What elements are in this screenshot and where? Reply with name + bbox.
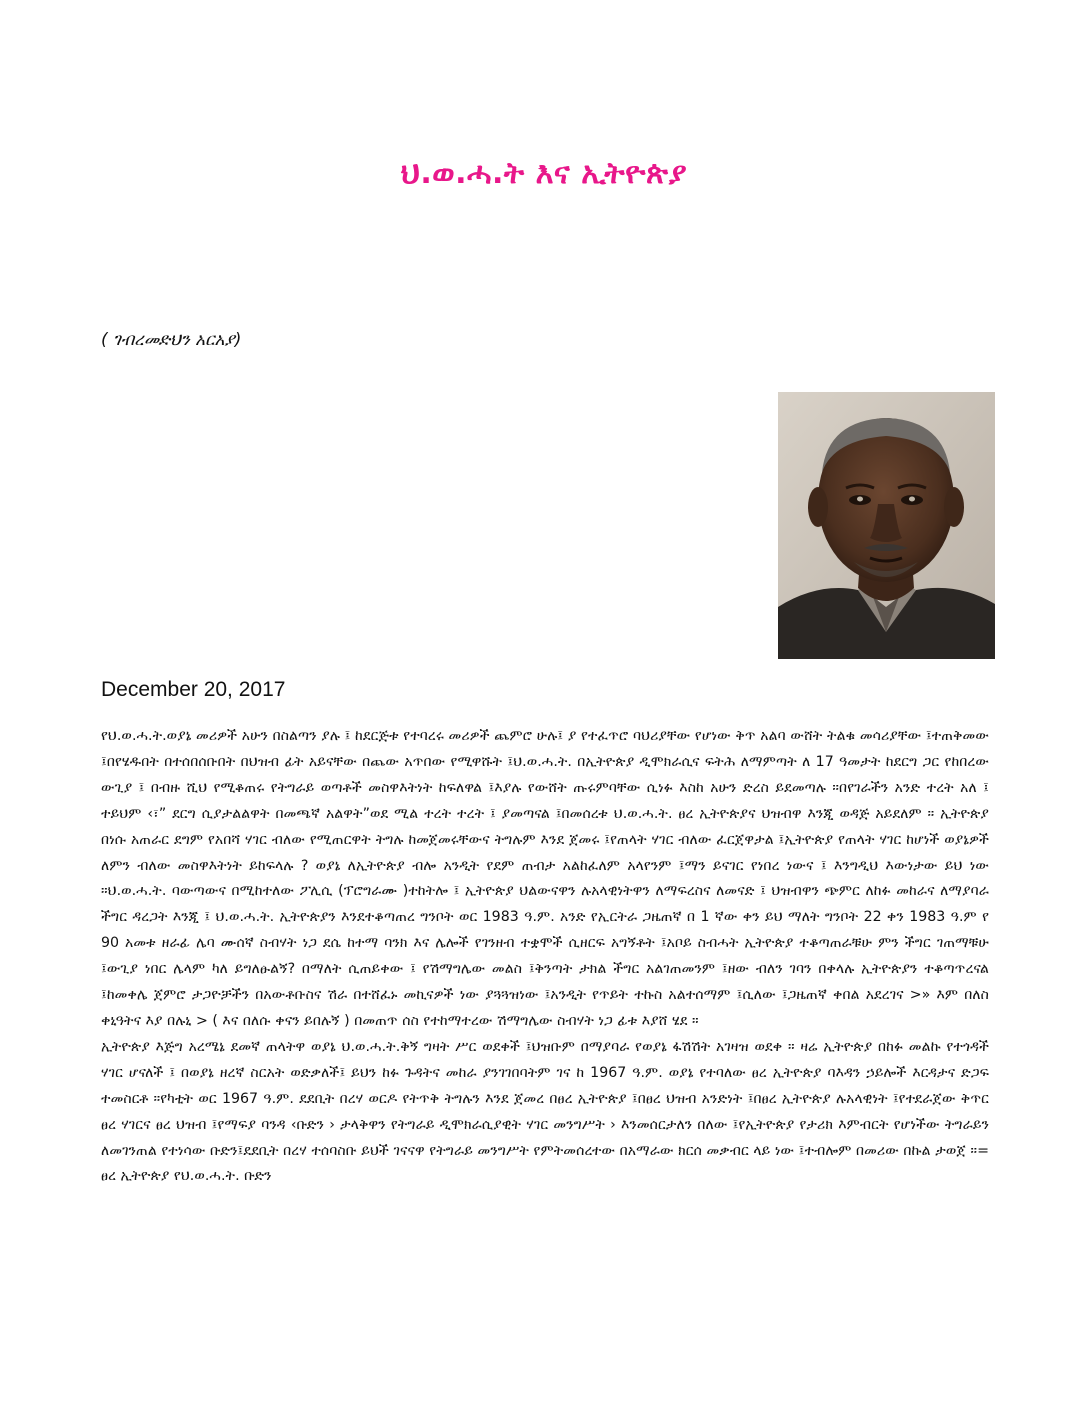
publication-date: December 20, 2017 <box>101 678 286 701</box>
portrait-image <box>778 392 995 659</box>
paragraph: ኢትዮጵያ እጅግ አረሜኔ ደመኛ ጠላትዋ ወያኔ ህ.ወ.ሓ.ት.ቅኝ ግዛት ሥር ወደቀች ፤ህዝቡም በማያባራ የወያኔ ፋሽሽት አገዛዝ ወደቀ ። ዛሬ ኢትዮጵያ በከፉ መልኩ የተጎዳች ሃገር ሆናለች ፤ በወያኔ ዘረኛ ስርአት ወድቃለች፤ ይህን ከፉ ጉዳትና መከራ ያንገገበባትም ገና ከ 1967 ዓ.ም. ወያኔ የተባለው ፀረ ኢትዮጵያ ባእዳን ኃይሎች እርዳታና ድጋፍ ተመስርቶ ።የካቲት ወር 1967 ዓ.ም. ደደቢት በረሃ ወርዶ የትጥቅ ትግሉን እንደ ጀመረ በፀረ ኢትዮጵያ ፤በፀረ ህዝብ አንድነት ፤በፀረ ኢትዮጵያ ሉአላዊነት ፤የተደራጀው ቅጥር ፀረ ሃገርና ፀረ ህዝብ ፤የማፍያ ባንዳ ‹ቡድን › ታላቅዋን የትግራይ ዲሞክራሲያዊት ሃገር መንግሥት › እንመሰርታለን በለው ፤የኢትዮጵያ የታሪክ እምብርት የሆነችው ትግራይን ለመገንጠል የተነሳው ቡድን፤ደደቢት በረሃ ተሰባስቡ ይህች ገናናዋ የትግራይ መንግሥት የምትመሰረተው በአማራው ክርሰ መቃብር ላይ ነው ፤ተብሎም በመሪው በኩል ታወጀ ።= ፀረ ኢትዮጵያ የህ.ወ.ሓ.ት. ቡድን <box>101 1038 989 1185</box>
article-body <box>101 724 989 1190</box>
page-title: ህ.ወ.ሓ.ት እና ኢትዮጵያ <box>400 156 688 191</box>
paragraph: የህ.ወ.ሓ.ት.ወያኔ መሪዎች አሁን በስልጣን ያሉ ፤ ከደርጅቱ የተባረሩ መሪዎች ጨምሮ ሁሉ፤ ያ የተፈጥሮ ባህሪያቸው የሆነው ቅጥ አልባ ውሸት ትልቁ መሳሪያቸው ፤ተጠቅመው ፤በየሄዱበት በተሰበሰቡበት በህዝብ ፊት አይናቸው በጨው አጥበው የሚዋሹት ፤ህ.ወ.ሓ.ት. በኢትዮጵያ ዲሞክራሲና ፍትሕ ለማምጣት ለ 17 ዓመታት ከደርግ ጋር የከበረው ውጊያ ፤ በብዙ ሺህ የሚቆጠሩ የትግራይ ወጣቶች መስዋእትነት ከፍለዋል ፤እያሉ የውሸት ጡሩምባቸው ሲነፉ እስከ አሁን ድረስ ይደመጣሉ ።በየገራችን አንድ ተረት አለ ፤ ተይህም ‹፣” ደርግ ሲያታልልዋት በመጫኛ አልዋት”ወደ ሚል ተረት ተረት ፤ ያመጣናል ፤በመሰረቱ ህ.ወ.ሓ.ት. ፀረ ኢትዮጵያና ህዝብዋ እንጂ ወዳጅ አይደለም ። ኢትዮጵያ በነሱ አጠራር ደግም የአበሻ ሃገር ብለው የሚጠርዋት ትግሉ ከመጀመሩቸውና ትግሉም እንደ ጀመሩ ፤የጠላት ሃገር ብለው ፈርጀዋታል ፤ኢትዮጵያ የጠላት ሃገር ከሆነች ወያኔዎች ለምን ብለው መስዋእትነት ይከፍላሉ ? ወያኔ ለኢትዮጵያ ብሎ አንዲት የደም ጠብታ አልከፈለም አላየንም ፤ማን ይናገር የነበረ ነውና ፤ እንግዲህ እውነታው ይህ ነው ።ህ.ወ.ሓ.ት. ባውጣውና በሚከተለው ፖሊሲ (ፕሮግራሙ )ተከትሎ ፤ ኢትዮጵያ ህልውናዋን ሉአላዊነትዋን ለማፍረስና ለመናድ ፤ ህዝብዋን ጭምር ለከፉ መከራና ለማያባራ ችግር ዳረጋት እንጂ ፤ ህ.ወ.ሓ.ት. ኢትዮጵያን እንደተቆጣጠረ ግንቦት ወር 1983 ዓ.ም. አንድ የኢርትራ ጋዜጠኛ በ 1 ኛው ቀን ይህ ማለት ግንቦት 22 ቀን 1983 ዓ.ም የ 90 አመቱ ዘራፊ ሌባ ሙሰኛ ስብሃት ነጋ ደሴ ከተማ ባንክ እና ሌሎች የገንዘብ ተቋሞች ሲዘርፍ አግኝቶት ፤አቦይ ስብሓት ኢትዮጵያ ተቆጣጠራቹሁ ምን ችግር ገጠማቹሁ ፤ውጊያ ነበር ሌላም ካለ ይግለፁልኝ? በማለት ሲጠይቀው ፤ የሽማግሌው መልስ ፤ቅንጣት ታክል ችግር አልገጠመንም ፤ዘው ብለን ገባን በቀላሉ ኢትዮጵያን ተቆጣጥረናል ፤ከመቀሌ ጀምሮ ታጋዮቻችን በአውቶቡስና ሽራ በተሸፈኑ መኪናዎች ነው ያጓጓዝነው ፤አንዲት የጥይት ተኩስ አልተሰማም ፤ሲለው ፤ጋዜጠኛ ቀበል አደረገና >» እም በለስ ቀኒዓትና እያ በሉኒ > ( እና በለሱ ቀናን ይበሉኝ ) በመጠጥ ሰስ የተከማተረው ሽማግሌው ስብሃት ነጋ ፊቱ እያሸ ሄደ ። <box>101 728 989 1029</box>
author-photo <box>778 392 995 659</box>
author-byline: ( ገብረመድህን አርአያ) <box>101 330 242 350</box>
